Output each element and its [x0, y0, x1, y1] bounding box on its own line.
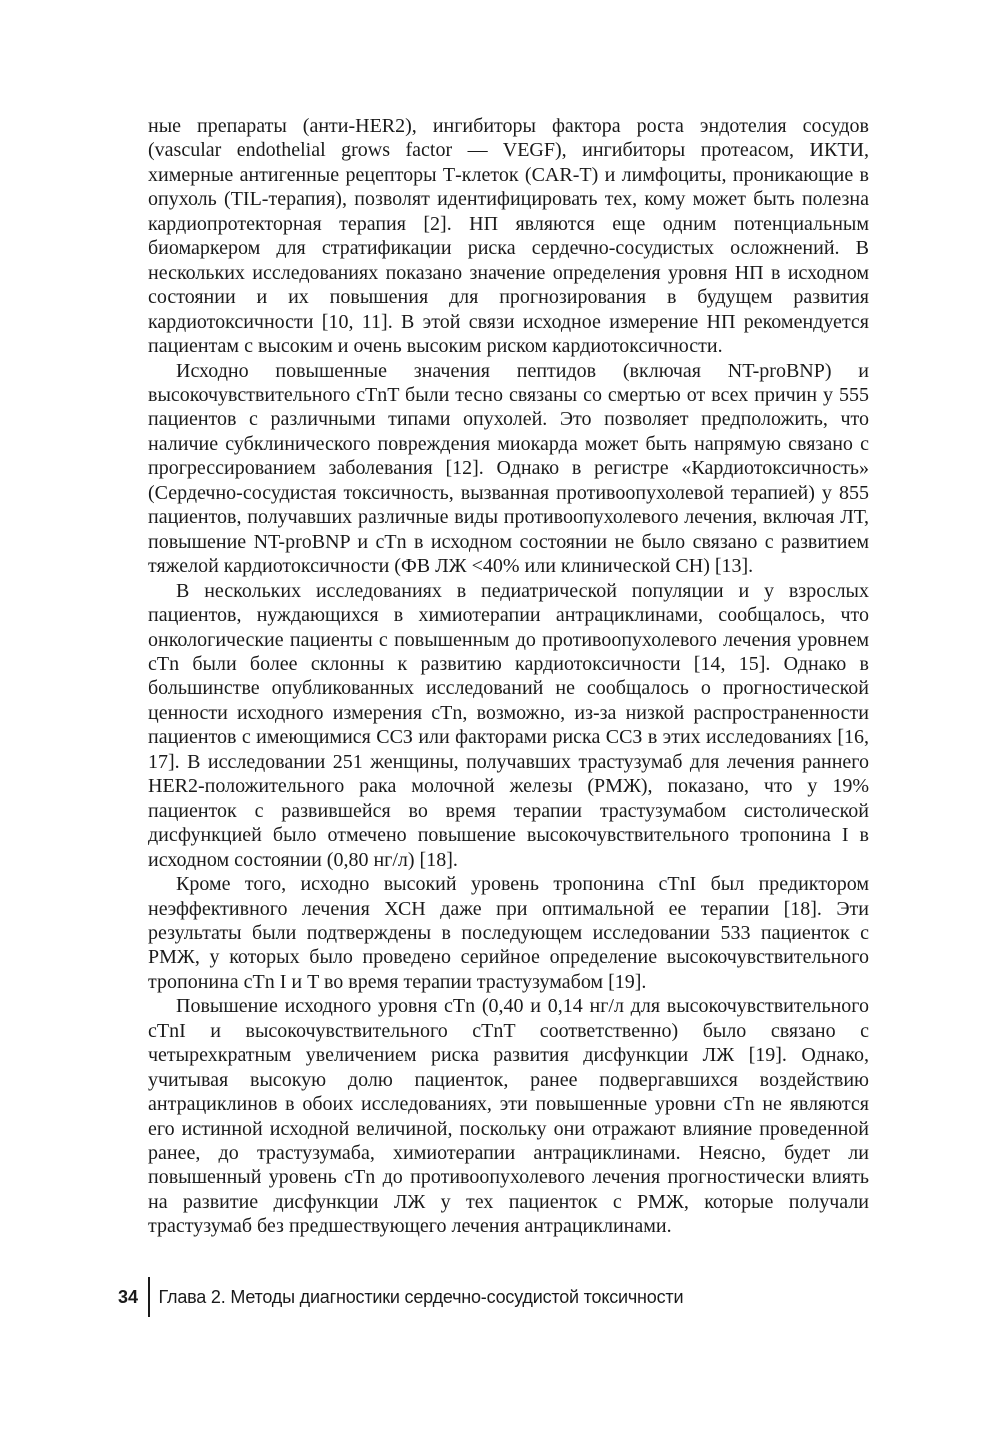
paragraph-troponin-predictor: Кроме того, исходно высокий уровень тропонина cTnI был предиктором неэффективного лечения ХСН даже при оптимальной ее терапии [18]. Эти результаты были подтверждены в последующем исследовании 533 пациенток с РМЖ, у которых было проведено серийное определение высокочувствительного тропонина cTn I и T во время терапии трастузумабом [19]. — [148, 873, 869, 993]
page-number: 34 — [118, 1286, 139, 1307]
paragraph-baseline-ctn: Повышение исходного уровня cTn (0,40 и 0,14 нг/л для высокочувствительного cTnI и высокочувствительного cTnT соответственно) было связано с четырехкратным увеличением риска развития дисфункции ЛЖ [19]. Однако, учитывая высокую долю пациенток, ранее подвергавшихся воздействию антрациклинов в обоих исследованиях, эти повышенные уровни cTn не являются его истинной исходной величиной, поскольку они отражают влияние проведенной ранее, до трастузумаба, химиотерапии антрациклинами. Неясно, будет ли повышенный уровень cTn до противоопухолевого лечения прогностически влиять на развитие дисфункции ЛЖ у тех пациенток с РМЖ, которые получали трастузумаб без предшествующего лечения антрациклинами. — [148, 995, 869, 1238]
body-text — [148, 114, 869, 1239]
paragraph-peptides: Исходно повышенные значения пептидов (включая NT-proBNP) и высокочувствительного cTnT были тесно связаны со смертью от всех причин у 555 пациентов с различными типами опухолей. Это позволяет предположить, что наличие субклинического повреждения миокарда может быть напрямую связано с прогрессированием заболевания [12]. Однако в регистре «Кардиотоксичность» (Сердечно-сосудистая токсичность, вызванная противоопухолевой терапией) у 855 пациентов, получавших различные виды противоопухолевого лечения, включая ЛТ, повышение NT-proBNP и cTn в исходном состоянии не было связано с развитием тяжелой кардиотоксичности (ФВ ЛЖ <40% или клинической СН) [13]. — [148, 359, 869, 578]
paragraph-continuation: ные препараты (анти-HER2), ингибиторы фактора роста эндотелия сосудов (vascular endothelial grows factor — VEGF), ингибиторы протеасом, ИКТИ, химерные антигенные рецепторы Т-клеток (CAR-T) и лимфоциты, проникающие в опухоль (TIL-терапия), позволят идентифицировать тех, кому может быть полезна кардиопротекторная терапия [2]. НП являются еще одним потенциальным биомаркером для стратификации риска сердечно-сосудистых осложнений. В нескольких исследованиях показано значение определения уровня НП в исходном состоянии и их повышения для прогнозирования в будущем развития кардиотоксичности [10, 11]. В этой связи исходное измерение НП рекомендуется пациентам с высоким и очень высоким риском кардиотоксичности. — [148, 115, 869, 358]
footer-divider — [148, 1277, 150, 1317]
running-chapter-title: Глава 2. Методы диагностики сердечно-сосудистой токсичности — [158, 1286, 684, 1307]
page-footer — [118, 1277, 683, 1317]
paragraph-pediatric: В нескольких исследованиях в педиатрической популяции и у взрослых пациентов, нуждающихся в химиотерапии антрациклинами, сообщалось, что онкологические пациенты с повышенным до противоопухолевого лечения уровнем cTn были более склонны к развитию кардиотоксичности [14, 15]. Однако в большинстве опубликованных исследований не сообщалось о прогностической ценности исходного измерения cTn, возможно, из-за низкой распространенности пациентов с имеющимися ССЗ или факторами риска ССЗ в этих исследованиях [16, 17]. В исследовании 251 женщины, получавших трастузумаб для лечения раннего HER2-положительного рака молочной железы (РМЖ), показано, что у 19% пациенток с развившейся во время терапии трастузумабом систолической дисфункцией было отмечено повышение высокочувствительного тропонина I в исходном состоянии (0,80 нг/л) [18]. — [148, 579, 869, 871]
